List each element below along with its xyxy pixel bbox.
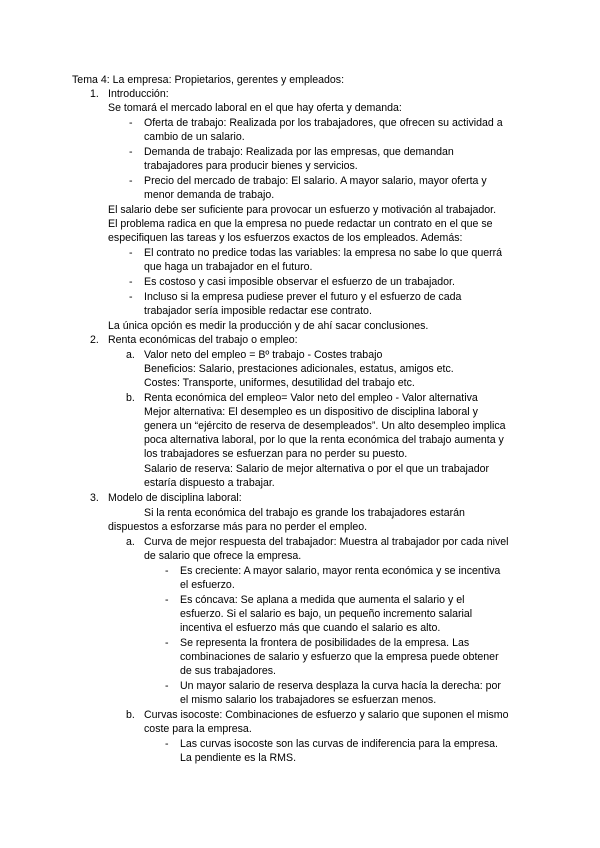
item-line: Mejor alternativa: El desempleo es un dispositivo de disciplina laboral y bbox=[144, 406, 478, 418]
section-number: 2. bbox=[90, 334, 99, 346]
section-intro: Se tomará el mercado laboral en el que hay oferta y demanda: bbox=[108, 102, 402, 114]
section-heading: Renta económicas del trabajo o empleo: bbox=[108, 334, 298, 346]
bullet-text: Se representa la frontera de posibilidades de la empresa. Las bbox=[180, 637, 470, 649]
bullet-text: el esfuerzo. bbox=[180, 579, 235, 591]
bullet-text: Incluso si la empresa pudiese prever el futuro y el esfuerzo de cada bbox=[144, 291, 462, 303]
bullet-text: que haga un trabajador en el futuro. bbox=[144, 261, 313, 273]
item-line: Valor neto del empleo = Bº trabajo - Costes trabajo bbox=[144, 349, 383, 361]
bullet-dash: - bbox=[129, 247, 133, 259]
bullet-dash: - bbox=[129, 291, 133, 303]
paragraph-line: La única opción es medir la producción y de ahí sacar conclusiones. bbox=[108, 320, 429, 332]
paragraph-line: especifiquen las tareas y los esfuerzos exactos de los empleados. Además: bbox=[108, 232, 463, 244]
bullet-text: Un mayor salario de reserva desplaza la curva hacía la derecha: por bbox=[180, 680, 501, 692]
item-line: coste para la empresa. bbox=[144, 723, 252, 735]
bullet-dash: - bbox=[165, 637, 169, 649]
item-line: Curvas isocoste: Combinaciones de esfuerzo y salario que suponen el mismo bbox=[144, 709, 509, 721]
bullet-dash: - bbox=[165, 594, 169, 606]
bullet-text: La pendiente es la RMS. bbox=[180, 752, 297, 764]
item-letter: a. bbox=[126, 536, 135, 548]
item-line: estaría dispuesto a trabajar. bbox=[144, 477, 275, 489]
section-heading: Introducción: bbox=[108, 88, 169, 100]
bullet-dash: - bbox=[129, 146, 133, 158]
item-line: Beneficios: Salario, prestaciones adicionales, estatus, amigos etc. bbox=[144, 363, 454, 375]
bullet-text: el mismo salario los trabajadores se esfuerzan menos. bbox=[180, 694, 437, 706]
bullet-text: trabajadores para producir bienes y servicios. bbox=[144, 160, 358, 172]
bullet-text: incentiva el esfuerzo más que cuando el salario es alto. bbox=[180, 622, 441, 634]
item-line: Costes: Transporte, uniformes, desutilidad del trabajo etc. bbox=[144, 377, 415, 389]
bullet-text: menor demanda de trabajo. bbox=[144, 189, 275, 201]
item-letter: a. bbox=[126, 349, 135, 361]
item-line: Salario de reserva: Salario de mejor alternativa o por el que un trabajador bbox=[144, 463, 490, 475]
bullet-text: Precio del mercado de trabajo: El salario. A mayor salario, mayor oferta y bbox=[144, 175, 487, 187]
section-heading: Modelo de disciplina laboral: bbox=[108, 492, 242, 504]
bullet-dash: - bbox=[129, 175, 133, 187]
item-letter: b. bbox=[126, 392, 135, 404]
document-title: Tema 4: La empresa: Propietarios, gerentes y empleados: bbox=[72, 74, 345, 86]
bullet-text: combinaciones de salario y esfuerzo que la empresa puede obtener bbox=[180, 651, 499, 663]
bullet-text: cambio de un salario. bbox=[144, 131, 245, 143]
bullet-text: trabajador sería imposible redactar ese contrato. bbox=[144, 305, 372, 317]
item-line: genera un “ejército de reserva de desempleados”. Un alto desempleo implica bbox=[144, 420, 506, 432]
bullet-dash: - bbox=[129, 276, 133, 288]
bullet-dash: - bbox=[165, 680, 169, 692]
bullet-dash: - bbox=[165, 738, 169, 750]
paragraph-line: El problema radica en que la empresa no puede redactar un contrato en el que se bbox=[108, 218, 493, 230]
bullet-text: Es costoso y casi imposible observar el esfuerzo de un trabajador. bbox=[144, 276, 455, 288]
item-line: de salario que ofrece la empresa. bbox=[144, 550, 302, 562]
bullet-text: de sus trabajadores. bbox=[180, 665, 276, 677]
bullet-dash: - bbox=[165, 565, 169, 577]
item-letter: b. bbox=[126, 709, 135, 721]
bullet-text: Es cóncava: Se aplana a medida que aumenta el salario y el bbox=[180, 594, 465, 606]
bullet-text: Oferta de trabajo: Realizada por los trabajadores, que ofrecen su actividad a bbox=[144, 117, 503, 129]
paragraph-line: El salario debe ser suficiente para provocar un esfuerzo y motivación al trabajador. bbox=[108, 204, 497, 216]
bullet-text: Demanda de trabajo: Realizada por las empresas, que demandan bbox=[144, 146, 454, 158]
bullet-text: El contrato no predice todas las variables: la empresa no sabe lo que querrá bbox=[144, 247, 503, 259]
section-number: 3. bbox=[90, 492, 99, 504]
section-intro: Si la renta económica del trabajo es grande los trabajadores estarán bbox=[144, 507, 465, 519]
section-intro: dispuestos a esforzarse más para no perder el empleo. bbox=[108, 521, 368, 533]
bullet-text: Las curvas isocoste son las curvas de indiferencia para la empresa. bbox=[180, 738, 498, 750]
item-line: Renta económica del empleo= Valor neto del empleo - Valor alternativa bbox=[144, 392, 478, 404]
bullet-dash: - bbox=[129, 117, 133, 129]
item-line: Curva de mejor respuesta del trabajador: Muestra al trabajador por cada nivel bbox=[144, 536, 509, 548]
item-line: los trabajadores se esfuerzan para no perder su puesto. bbox=[144, 448, 408, 460]
section-number: 1. bbox=[90, 88, 99, 100]
item-line: poca alternativa laboral, por lo que la renta económica del trabajo aumenta y bbox=[144, 434, 504, 446]
bullet-text: Es creciente: A mayor salario, mayor renta económica y se incentiva bbox=[180, 565, 501, 577]
bullet-text: esfuerzo. Si el salario es bajo, un pequeño incremento salarial bbox=[180, 608, 473, 620]
